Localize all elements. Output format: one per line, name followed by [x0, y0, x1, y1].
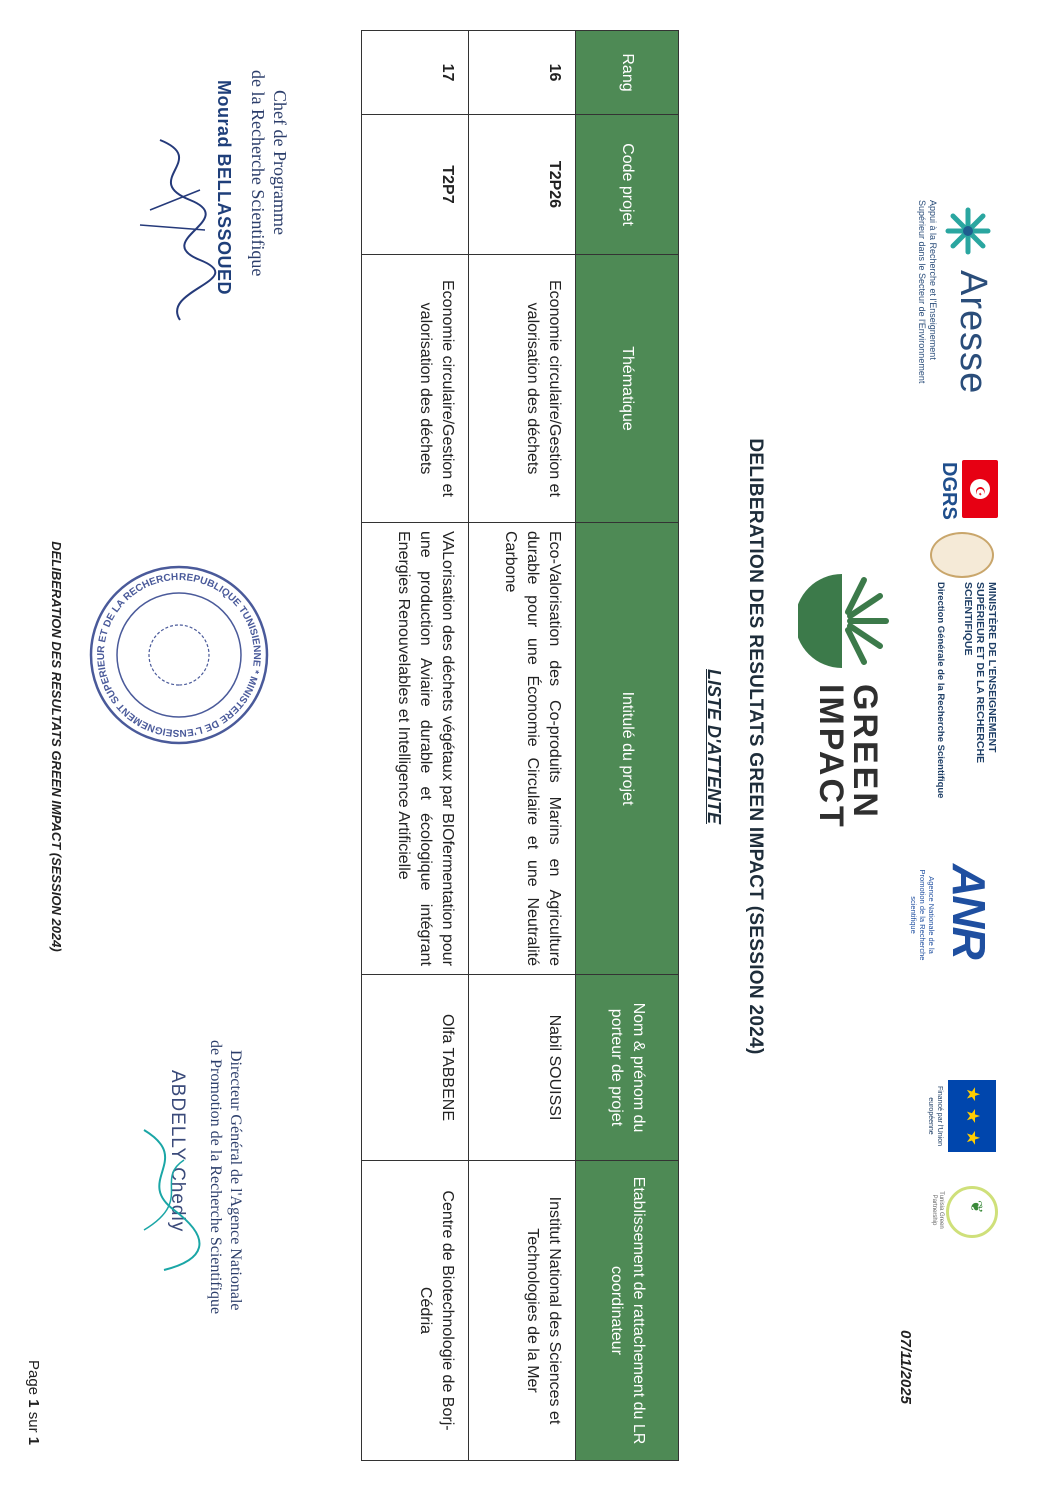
cell-etablissement: Centre de Biotechnologie de Borj-Cédria — [362, 1161, 469, 1461]
dgrs-name: DGRS — [938, 462, 960, 520]
stamp-text: REPUBLIQUE TUNISIENNE * MINISTERE DE L'ENSEIGNEMENT SUPERIEUR ET DE LA RECHERCH — [95, 571, 263, 739]
coat-of-arms-icon — [930, 532, 994, 578]
eu-logo — [906, 1076, 996, 1156]
signatory-right-name: ABDELLY Chedly — [167, 1070, 188, 1233]
green-impact-line1: GREEN — [846, 684, 884, 820]
column-header-rang: Rang — [576, 31, 679, 115]
partner-tagline: Tunisia Green Partnership — [931, 1191, 944, 1229]
eu-stars-icon: ★ ★ ★ — [962, 1086, 983, 1146]
table-row — [469, 31, 576, 1461]
table-row — [362, 31, 469, 1461]
cell-intitule: Eco-Valorisation des Co-produits Marins en Agriculture durable pour une Économie Circulaire et une Neutralité Carbone — [469, 523, 576, 975]
ministry-name: MINISTÈRE DE L'ENSEIGNEMENT SUPÉRIEUR ET DE LA RECHERCHE SCIENTIFIQUE — [962, 582, 998, 764]
anr-tagline: Agence Nationale de la Promotion de la Recherche scientifique — [909, 869, 936, 961]
page-sep: sur — [25, 1411, 42, 1433]
cell-intitule: VALorisation des déchets végétaux par BIOfermentation pour une production Aviaire durable et écologique intégrant Energies Renouvelables et Intelligence Artificielle — [362, 523, 469, 975]
signature-block-right — [84, 1040, 244, 1360]
page-title: DELIBERATION DES RESULTATS GREEN IMPACT (SESSION 2024) — [745, 438, 766, 1055]
page-number — [25, 1360, 42, 1445]
green-impact-line2: IMPACT — [812, 684, 850, 830]
handwritten-signature-left — [130, 130, 220, 330]
signatory-left-title-2: de la Recherche Scientifique — [248, 70, 268, 277]
page-total: 1 — [25, 1436, 42, 1446]
page-footer: DELIBERATION DES RESULTATS GREEN IMPACT (SESSION 2024) — [49, 541, 64, 952]
cell-thematique: Economie circulaire/Gestion et valorisation des déchets — [362, 255, 469, 523]
column-header-etablissement: Etablissement de rattachement du LR coordinateur — [576, 1161, 679, 1461]
waiting-list-table — [361, 30, 679, 1461]
tunisia-flag-icon: ☪ — [962, 460, 998, 518]
official-stamp — [84, 560, 274, 750]
column-header-intitule: Intitulé du projet — [576, 523, 679, 975]
handwritten-signature-right — [124, 1120, 214, 1280]
cell-rang: 17 — [362, 31, 469, 115]
cell-porteur: Olfa TABBENE — [362, 975, 469, 1161]
cell-code: T2P26 — [469, 115, 576, 255]
column-header-thematique: Thématique — [576, 255, 679, 523]
green-impact-mark-icon — [798, 566, 894, 676]
page-label: Page — [25, 1360, 42, 1396]
page-subtitle: LISTE D'ATTENTE — [704, 669, 724, 824]
cell-code: T2P7 — [362, 115, 469, 255]
aresse-name: Aresse — [952, 270, 994, 395]
signature-block-left — [124, 70, 304, 330]
ministry-direction: Direction Générale de la Recherche Scientifique — [935, 582, 946, 799]
aresse-tagline: Appui à la Recherche et l'Enseignement Supérieur dans le Secteur de l'Environnement — [917, 200, 938, 384]
signatory-left-title-1: Chef de Programme — [270, 90, 290, 235]
aresse-mark-icon — [942, 200, 994, 262]
document-date: 07/11/2025 — [897, 1330, 914, 1404]
anr-name: ANR — [943, 864, 995, 958]
green-impact-logo — [794, 566, 894, 846]
table-header-row — [576, 31, 679, 1461]
ministry-logo — [918, 460, 998, 799]
column-header-porteur: Nom & prénom du porteur de projet — [576, 975, 679, 1161]
signatory-right-title-2: de Promotion de la Recherche Scientifique — [207, 1040, 224, 1315]
partner-logo — [918, 1180, 998, 1260]
eu-tagline: Financé par l'Union européenne — [927, 1085, 943, 1147]
cell-thematique: Economie circulaire/Gestion et valorisation des déchets — [469, 255, 576, 523]
cell-etablissement: Institut National des Sciences et Technologies de la Mer — [469, 1161, 576, 1461]
green-impact-name — [814, 684, 882, 830]
column-header-code: Code projet — [576, 115, 679, 255]
cell-porteur: Nabil SOUISSI — [469, 975, 576, 1161]
aresse-logo — [904, 200, 994, 395]
anr-logo — [886, 856, 996, 966]
signatory-left-name: Mourad BELLASSOUED — [214, 80, 234, 296]
page-current: 1 — [25, 1399, 42, 1408]
leaf-icon: ❦ — [967, 1200, 986, 1214]
signatory-right-title-1: Directeur Général de l'Agence Nationale — [227, 1050, 244, 1311]
cell-rang: 16 — [469, 31, 576, 115]
